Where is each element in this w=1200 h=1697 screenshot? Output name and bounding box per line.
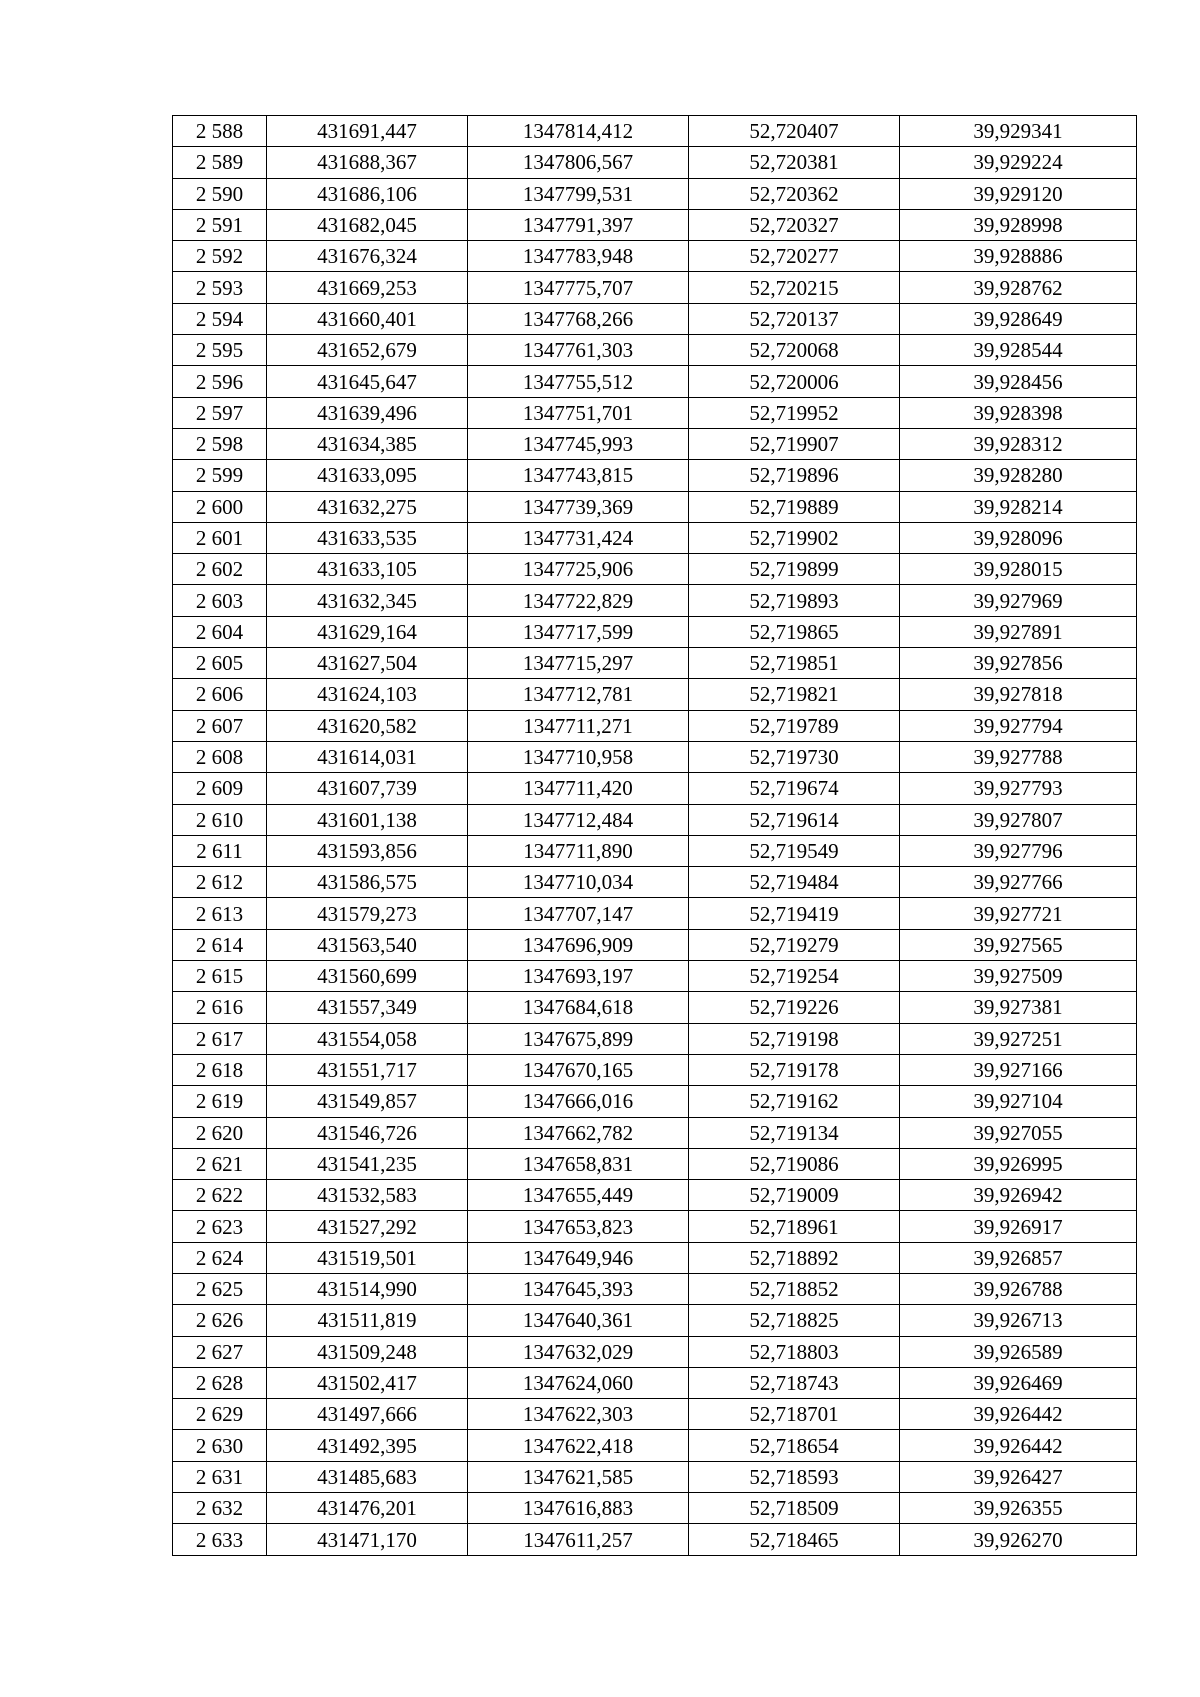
latitude-cell: 52,719419 [689, 898, 900, 929]
table-row [173, 1148, 1137, 1179]
y-coordinate-cell: 1347725,906 [468, 554, 689, 585]
latitude-cell: 52,719549 [689, 835, 900, 866]
x-coordinate-cell: 431634,385 [267, 428, 468, 459]
point-number-cell: 2 589 [173, 147, 267, 178]
y-coordinate-cell: 1347696,909 [468, 929, 689, 960]
latitude-cell: 52,719893 [689, 585, 900, 616]
longitude-cell: 39,928312 [900, 428, 1137, 459]
y-coordinate-cell: 1347653,823 [468, 1211, 689, 1242]
latitude-cell: 52,718852 [689, 1273, 900, 1304]
x-coordinate-cell: 431632,275 [267, 491, 468, 522]
latitude-cell: 52,719009 [689, 1180, 900, 1211]
point-number-cell: 2 613 [173, 898, 267, 929]
point-number-cell: 2 610 [173, 804, 267, 835]
latitude-cell: 52,719952 [689, 397, 900, 428]
latitude-cell: 52,719254 [689, 961, 900, 992]
table-row [173, 648, 1137, 679]
y-coordinate-cell: 1347675,899 [468, 1023, 689, 1054]
point-number-cell: 2 633 [173, 1524, 267, 1555]
x-coordinate-cell: 431633,105 [267, 554, 468, 585]
longitude-cell: 39,928456 [900, 366, 1137, 397]
latitude-cell: 52,718803 [689, 1336, 900, 1367]
latitude-cell: 52,718654 [689, 1430, 900, 1461]
point-number-cell: 2 614 [173, 929, 267, 960]
y-coordinate-cell: 1347755,512 [468, 366, 689, 397]
x-coordinate-cell: 431485,683 [267, 1461, 468, 1492]
point-number-cell: 2 615 [173, 961, 267, 992]
table-row [173, 397, 1137, 428]
table-row [173, 209, 1137, 240]
latitude-cell: 52,719789 [689, 710, 900, 741]
table-row [173, 992, 1137, 1023]
table-row [173, 1273, 1137, 1304]
longitude-cell: 39,926788 [900, 1273, 1137, 1304]
table-row [173, 272, 1137, 303]
latitude-cell: 52,719162 [689, 1086, 900, 1117]
longitude-cell: 39,929224 [900, 147, 1137, 178]
x-coordinate-cell: 431682,045 [267, 209, 468, 240]
point-number-cell: 2 600 [173, 491, 267, 522]
latitude-cell: 52,719896 [689, 460, 900, 491]
table-row [173, 116, 1137, 147]
longitude-cell: 39,927856 [900, 648, 1137, 679]
y-coordinate-cell: 1347717,599 [468, 616, 689, 647]
longitude-cell: 39,927055 [900, 1117, 1137, 1148]
y-coordinate-cell: 1347751,701 [468, 397, 689, 428]
table-row [173, 1493, 1137, 1524]
longitude-cell: 39,928214 [900, 491, 1137, 522]
x-coordinate-cell: 431551,717 [267, 1054, 468, 1085]
table-row [173, 898, 1137, 929]
longitude-cell: 39,927104 [900, 1086, 1137, 1117]
longitude-cell: 39,927565 [900, 929, 1137, 960]
y-coordinate-cell: 1347655,449 [468, 1180, 689, 1211]
y-coordinate-cell: 1347783,948 [468, 241, 689, 272]
x-coordinate-cell: 431502,417 [267, 1367, 468, 1398]
y-coordinate-cell: 1347799,531 [468, 178, 689, 209]
table-row [173, 1305, 1137, 1336]
table-row [173, 1242, 1137, 1273]
point-number-cell: 2 606 [173, 679, 267, 710]
y-coordinate-cell: 1347622,418 [468, 1430, 689, 1461]
y-coordinate-cell: 1347806,567 [468, 147, 689, 178]
y-coordinate-cell: 1347761,303 [468, 335, 689, 366]
longitude-cell: 39,927381 [900, 992, 1137, 1023]
latitude-cell: 52,718743 [689, 1367, 900, 1398]
x-coordinate-cell: 431541,235 [267, 1148, 468, 1179]
latitude-cell: 52,719134 [689, 1117, 900, 1148]
longitude-cell: 39,926713 [900, 1305, 1137, 1336]
x-coordinate-cell: 431497,666 [267, 1399, 468, 1430]
x-coordinate-cell: 431532,583 [267, 1180, 468, 1211]
table-row [173, 1023, 1137, 1054]
table-row [173, 1117, 1137, 1148]
table-row [173, 679, 1137, 710]
y-coordinate-cell: 1347658,831 [468, 1148, 689, 1179]
table-row [173, 241, 1137, 272]
longitude-cell: 39,926857 [900, 1242, 1137, 1273]
longitude-cell: 39,927796 [900, 835, 1137, 866]
y-coordinate-cell: 1347621,585 [468, 1461, 689, 1492]
y-coordinate-cell: 1347715,297 [468, 648, 689, 679]
x-coordinate-cell: 431554,058 [267, 1023, 468, 1054]
y-coordinate-cell: 1347712,781 [468, 679, 689, 710]
point-number-cell: 2 608 [173, 741, 267, 772]
longitude-cell: 39,929120 [900, 178, 1137, 209]
point-number-cell: 2 623 [173, 1211, 267, 1242]
table-row [173, 1430, 1137, 1461]
longitude-cell: 39,928886 [900, 241, 1137, 272]
x-coordinate-cell: 431645,647 [267, 366, 468, 397]
y-coordinate-cell: 1347745,993 [468, 428, 689, 459]
longitude-cell: 39,928762 [900, 272, 1137, 303]
y-coordinate-cell: 1347622,303 [468, 1399, 689, 1430]
table-row [173, 741, 1137, 772]
point-number-cell: 2 618 [173, 1054, 267, 1085]
latitude-cell: 52,719730 [689, 741, 900, 772]
latitude-cell: 52,720137 [689, 303, 900, 334]
latitude-cell: 52,719821 [689, 679, 900, 710]
table-row [173, 147, 1137, 178]
x-coordinate-cell: 431624,103 [267, 679, 468, 710]
point-number-cell: 2 595 [173, 335, 267, 366]
point-number-cell: 2 590 [173, 178, 267, 209]
latitude-cell: 52,718509 [689, 1493, 900, 1524]
longitude-cell: 39,927794 [900, 710, 1137, 741]
latitude-cell: 52,719674 [689, 773, 900, 804]
latitude-cell: 52,718825 [689, 1305, 900, 1336]
table-row [173, 710, 1137, 741]
latitude-cell: 52,719902 [689, 522, 900, 553]
point-number-cell: 2 626 [173, 1305, 267, 1336]
table-row [173, 773, 1137, 804]
x-coordinate-cell: 431492,395 [267, 1430, 468, 1461]
latitude-cell: 52,719851 [689, 648, 900, 679]
x-coordinate-cell: 431527,292 [267, 1211, 468, 1242]
longitude-cell: 39,927793 [900, 773, 1137, 804]
table-row [173, 1336, 1137, 1367]
longitude-cell: 39,927891 [900, 616, 1137, 647]
y-coordinate-cell: 1347768,266 [468, 303, 689, 334]
table-row [173, 178, 1137, 209]
x-coordinate-cell: 431669,253 [267, 272, 468, 303]
point-number-cell: 2 622 [173, 1180, 267, 1211]
y-coordinate-cell: 1347710,034 [468, 867, 689, 898]
latitude-cell: 52,718961 [689, 1211, 900, 1242]
latitude-cell: 52,720006 [689, 366, 900, 397]
point-number-cell: 2 594 [173, 303, 267, 334]
y-coordinate-cell: 1347611,257 [468, 1524, 689, 1555]
coordinates-table [172, 115, 1137, 1556]
table-row [173, 491, 1137, 522]
table-row [173, 1211, 1137, 1242]
y-coordinate-cell: 1347684,618 [468, 992, 689, 1023]
point-number-cell: 2 605 [173, 648, 267, 679]
table-row [173, 1524, 1137, 1555]
y-coordinate-cell: 1347645,393 [468, 1273, 689, 1304]
x-coordinate-cell: 431632,345 [267, 585, 468, 616]
latitude-cell: 52,720277 [689, 241, 900, 272]
x-coordinate-cell: 431627,504 [267, 648, 468, 679]
latitude-cell: 52,719907 [689, 428, 900, 459]
latitude-cell: 52,718892 [689, 1242, 900, 1273]
x-coordinate-cell: 431519,501 [267, 1242, 468, 1273]
longitude-cell: 39,926995 [900, 1148, 1137, 1179]
y-coordinate-cell: 1347814,412 [468, 116, 689, 147]
point-number-cell: 2 631 [173, 1461, 267, 1492]
x-coordinate-cell: 431607,739 [267, 773, 468, 804]
y-coordinate-cell: 1347693,197 [468, 961, 689, 992]
x-coordinate-cell: 431593,856 [267, 835, 468, 866]
table-row [173, 303, 1137, 334]
latitude-cell: 52,720215 [689, 272, 900, 303]
table-row [173, 867, 1137, 898]
latitude-cell: 52,720407 [689, 116, 900, 147]
longitude-cell: 39,928649 [900, 303, 1137, 334]
x-coordinate-cell: 431652,679 [267, 335, 468, 366]
table-row [173, 428, 1137, 459]
longitude-cell: 39,926355 [900, 1493, 1137, 1524]
latitude-cell: 52,719865 [689, 616, 900, 647]
x-coordinate-cell: 431601,138 [267, 804, 468, 835]
longitude-cell: 39,928398 [900, 397, 1137, 428]
longitude-cell: 39,926427 [900, 1461, 1137, 1492]
y-coordinate-cell: 1347624,060 [468, 1367, 689, 1398]
point-number-cell: 2 629 [173, 1399, 267, 1430]
y-coordinate-cell: 1347791,397 [468, 209, 689, 240]
x-coordinate-cell: 431514,990 [267, 1273, 468, 1304]
longitude-cell: 39,928544 [900, 335, 1137, 366]
y-coordinate-cell: 1347662,782 [468, 1117, 689, 1148]
x-coordinate-cell: 431509,248 [267, 1336, 468, 1367]
table-row [173, 1180, 1137, 1211]
x-coordinate-cell: 431546,726 [267, 1117, 468, 1148]
x-coordinate-cell: 431620,582 [267, 710, 468, 741]
y-coordinate-cell: 1347666,016 [468, 1086, 689, 1117]
table-row [173, 366, 1137, 397]
point-number-cell: 2 627 [173, 1336, 267, 1367]
latitude-cell: 52,719889 [689, 491, 900, 522]
table-row [173, 335, 1137, 366]
y-coordinate-cell: 1347710,958 [468, 741, 689, 772]
x-coordinate-cell: 431691,447 [267, 116, 468, 147]
point-number-cell: 2 632 [173, 1493, 267, 1524]
table-row [173, 929, 1137, 960]
table-row [173, 1054, 1137, 1085]
latitude-cell: 52,720068 [689, 335, 900, 366]
longitude-cell: 39,926469 [900, 1367, 1137, 1398]
point-number-cell: 2 598 [173, 428, 267, 459]
point-number-cell: 2 602 [173, 554, 267, 585]
point-number-cell: 2 603 [173, 585, 267, 616]
y-coordinate-cell: 1347711,890 [468, 835, 689, 866]
x-coordinate-cell: 431586,575 [267, 867, 468, 898]
point-number-cell: 2 619 [173, 1086, 267, 1117]
x-coordinate-cell: 431633,095 [267, 460, 468, 491]
table-row [173, 522, 1137, 553]
point-number-cell: 2 592 [173, 241, 267, 272]
y-coordinate-cell: 1347739,369 [468, 491, 689, 522]
y-coordinate-cell: 1347670,165 [468, 1054, 689, 1085]
y-coordinate-cell: 1347640,361 [468, 1305, 689, 1336]
x-coordinate-cell: 431549,857 [267, 1086, 468, 1117]
table-row [173, 1086, 1137, 1117]
x-coordinate-cell: 431639,496 [267, 397, 468, 428]
x-coordinate-cell: 431471,170 [267, 1524, 468, 1555]
x-coordinate-cell: 431560,699 [267, 961, 468, 992]
table-row [173, 1399, 1137, 1430]
table-row [173, 835, 1137, 866]
point-number-cell: 2 607 [173, 710, 267, 741]
point-number-cell: 2 624 [173, 1242, 267, 1273]
point-number-cell: 2 601 [173, 522, 267, 553]
longitude-cell: 39,926270 [900, 1524, 1137, 1555]
table-row [173, 616, 1137, 647]
latitude-cell: 52,719614 [689, 804, 900, 835]
y-coordinate-cell: 1347722,829 [468, 585, 689, 616]
x-coordinate-cell: 431476,201 [267, 1493, 468, 1524]
x-coordinate-cell: 431563,540 [267, 929, 468, 960]
longitude-cell: 39,927766 [900, 867, 1137, 898]
point-number-cell: 2 628 [173, 1367, 267, 1398]
y-coordinate-cell: 1347731,424 [468, 522, 689, 553]
x-coordinate-cell: 431676,324 [267, 241, 468, 272]
y-coordinate-cell: 1347711,271 [468, 710, 689, 741]
latitude-cell: 52,719198 [689, 1023, 900, 1054]
longitude-cell: 39,927807 [900, 804, 1137, 835]
point-number-cell: 2 604 [173, 616, 267, 647]
latitude-cell: 52,719484 [689, 867, 900, 898]
longitude-cell: 39,928280 [900, 460, 1137, 491]
table-row [173, 585, 1137, 616]
longitude-cell: 39,927251 [900, 1023, 1137, 1054]
coordinates-table-body [173, 116, 1137, 1556]
table-row [173, 961, 1137, 992]
table-row [173, 804, 1137, 835]
y-coordinate-cell: 1347649,946 [468, 1242, 689, 1273]
x-coordinate-cell: 431686,106 [267, 178, 468, 209]
point-number-cell: 2 612 [173, 867, 267, 898]
latitude-cell: 52,719279 [689, 929, 900, 960]
latitude-cell: 52,718593 [689, 1461, 900, 1492]
y-coordinate-cell: 1347707,147 [468, 898, 689, 929]
x-coordinate-cell: 431614,031 [267, 741, 468, 772]
point-number-cell: 2 599 [173, 460, 267, 491]
point-number-cell: 2 593 [173, 272, 267, 303]
point-number-cell: 2 625 [173, 1273, 267, 1304]
longitude-cell: 39,926942 [900, 1180, 1137, 1211]
point-number-cell: 2 596 [173, 366, 267, 397]
longitude-cell: 39,927721 [900, 898, 1137, 929]
latitude-cell: 52,719899 [689, 554, 900, 585]
longitude-cell: 39,928015 [900, 554, 1137, 585]
point-number-cell: 2 620 [173, 1117, 267, 1148]
x-coordinate-cell: 431579,273 [267, 898, 468, 929]
longitude-cell: 39,928998 [900, 209, 1137, 240]
point-number-cell: 2 591 [173, 209, 267, 240]
longitude-cell: 39,928096 [900, 522, 1137, 553]
longitude-cell: 39,927818 [900, 679, 1137, 710]
latitude-cell: 52,720362 [689, 178, 900, 209]
x-coordinate-cell: 431511,819 [267, 1305, 468, 1336]
y-coordinate-cell: 1347711,420 [468, 773, 689, 804]
latitude-cell: 52,719086 [689, 1148, 900, 1179]
x-coordinate-cell: 431660,401 [267, 303, 468, 334]
point-number-cell: 2 611 [173, 835, 267, 866]
longitude-cell: 39,926917 [900, 1211, 1137, 1242]
table-row [173, 460, 1137, 491]
table-row [173, 554, 1137, 585]
longitude-cell: 39,927166 [900, 1054, 1137, 1085]
latitude-cell: 52,718701 [689, 1399, 900, 1430]
longitude-cell: 39,927788 [900, 741, 1137, 772]
y-coordinate-cell: 1347616,883 [468, 1493, 689, 1524]
y-coordinate-cell: 1347743,815 [468, 460, 689, 491]
point-number-cell: 2 630 [173, 1430, 267, 1461]
latitude-cell: 52,720381 [689, 147, 900, 178]
y-coordinate-cell: 1347775,707 [468, 272, 689, 303]
point-number-cell: 2 609 [173, 773, 267, 804]
point-number-cell: 2 617 [173, 1023, 267, 1054]
latitude-cell: 52,718465 [689, 1524, 900, 1555]
x-coordinate-cell: 431688,367 [267, 147, 468, 178]
longitude-cell: 39,927509 [900, 961, 1137, 992]
x-coordinate-cell: 431557,349 [267, 992, 468, 1023]
x-coordinate-cell: 431633,535 [267, 522, 468, 553]
longitude-cell: 39,926589 [900, 1336, 1137, 1367]
y-coordinate-cell: 1347712,484 [468, 804, 689, 835]
x-coordinate-cell: 431629,164 [267, 616, 468, 647]
point-number-cell: 2 621 [173, 1148, 267, 1179]
latitude-cell: 52,719226 [689, 992, 900, 1023]
latitude-cell: 52,719178 [689, 1054, 900, 1085]
longitude-cell: 39,927969 [900, 585, 1137, 616]
longitude-cell: 39,926442 [900, 1430, 1137, 1461]
table-row [173, 1461, 1137, 1492]
longitude-cell: 39,926442 [900, 1399, 1137, 1430]
point-number-cell: 2 588 [173, 116, 267, 147]
y-coordinate-cell: 1347632,029 [468, 1336, 689, 1367]
latitude-cell: 52,720327 [689, 209, 900, 240]
point-number-cell: 2 597 [173, 397, 267, 428]
point-number-cell: 2 616 [173, 992, 267, 1023]
table-row [173, 1367, 1137, 1398]
longitude-cell: 39,929341 [900, 116, 1137, 147]
